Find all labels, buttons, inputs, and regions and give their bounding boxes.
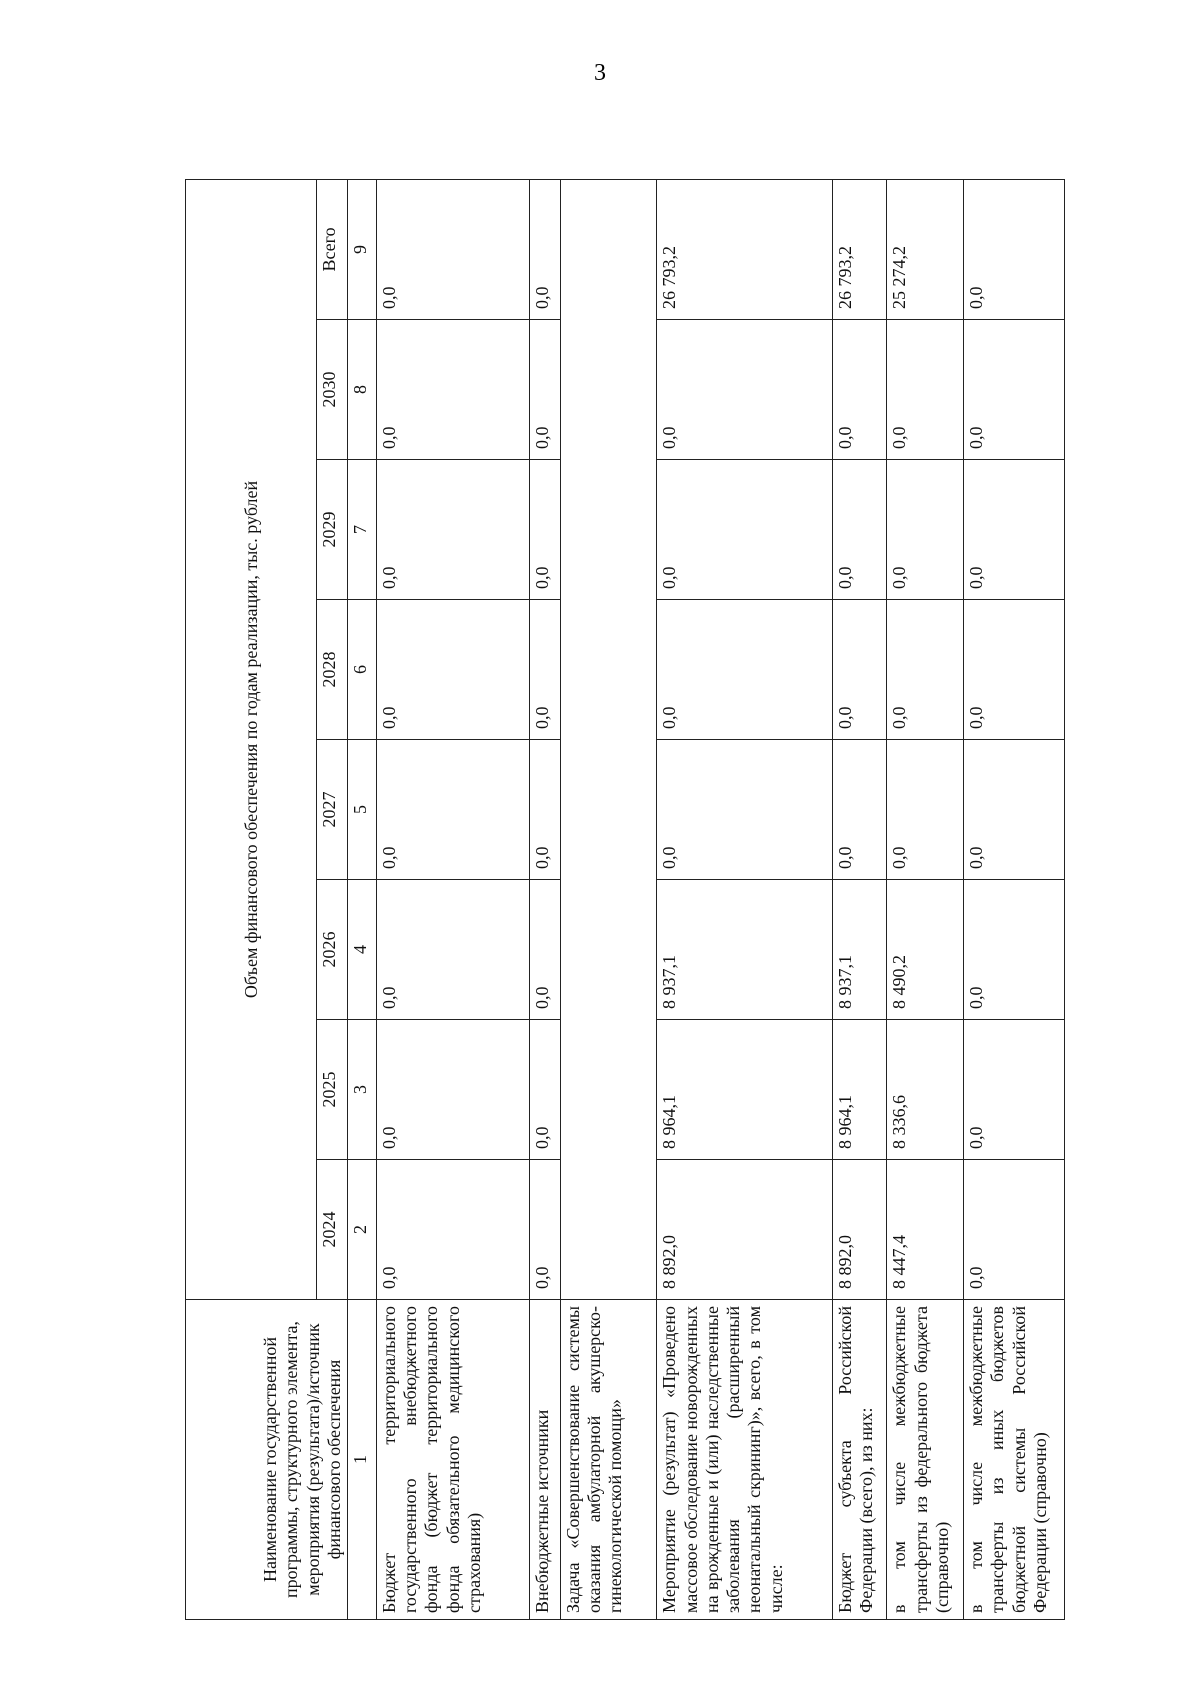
column-number: 4 [348, 880, 377, 1020]
year-header: 2025 [317, 1020, 348, 1160]
page-number: 3 [594, 60, 606, 86]
row-name: Задача «Совершенствование системы оказания амбулаторной акушерско-гинекологической помощи» [560, 1300, 656, 1620]
cell-value: 8 336,6 [887, 1020, 964, 1160]
cell-value: 0,0 [376, 1160, 529, 1300]
cell-value: 0,0 [964, 880, 1065, 1020]
rotated-table-wrapper [185, 180, 1065, 1620]
table-row [530, 179, 561, 1619]
cell-value: 8 937,1 [832, 880, 887, 1020]
column-number: 8 [348, 320, 377, 460]
cell-value: 0,0 [376, 600, 529, 740]
volume-header: Объем финансового обеспечения по годам реализации, тыс. рублей [186, 179, 317, 1299]
cell-value: 0,0 [376, 880, 529, 1020]
year-header: 2029 [317, 460, 348, 600]
cell-value: 8 447,4 [887, 1160, 964, 1300]
cell-value: 8 490,2 [887, 880, 964, 1020]
cell-value: 0,0 [376, 179, 529, 319]
financing-table [185, 179, 1065, 1620]
cell-value: 0,0 [964, 1020, 1065, 1160]
cell-value: 0,0 [530, 1160, 561, 1300]
cell-value: 0,0 [964, 1160, 1065, 1300]
cell-value: 8 892,0 [832, 1160, 887, 1300]
cell-value: 0,0 [964, 460, 1065, 600]
column-number: 9 [348, 179, 377, 319]
table-row [832, 179, 887, 1619]
cell-value: 0,0 [964, 320, 1065, 460]
column-number: 1 [348, 1300, 377, 1620]
cell-value: 0,0 [657, 460, 832, 600]
cell-value: 0,0 [530, 179, 561, 319]
row-name: Бюджет территориального государственного внебюджетного фонда (бюджет территориального фонда обязательного медицинского страхования) [376, 1300, 529, 1620]
column-number: 7 [348, 460, 377, 600]
column-number: 2 [348, 1160, 377, 1300]
cell-value: 25 274,2 [887, 179, 964, 319]
column-number: 3 [348, 1020, 377, 1160]
row-name: Внебюджетные источники [530, 1300, 561, 1620]
cell-value: 0,0 [657, 740, 832, 880]
cell-value: 0,0 [887, 460, 964, 600]
column-number: 6 [348, 600, 377, 740]
header-row-main [186, 179, 317, 1619]
cell-value: 0,0 [832, 740, 887, 880]
column-number: 5 [348, 740, 377, 880]
cell-value: 0,0 [657, 320, 832, 460]
cell-value: 0,0 [832, 460, 887, 600]
year-header: 2028 [317, 600, 348, 740]
year-header: 2024 [317, 1160, 348, 1300]
cell-value: 26 793,2 [657, 179, 832, 319]
cell-value: 0,0 [887, 320, 964, 460]
cell-value: 0,0 [376, 740, 529, 880]
year-header-total: Всего [317, 179, 348, 319]
cell-value: 8 937,1 [657, 880, 832, 1020]
cell-value: 0,0 [832, 320, 887, 460]
cell-value: 0,0 [530, 460, 561, 600]
cell-value: 8 892,0 [657, 1160, 832, 1300]
cell-value: 0,0 [964, 600, 1065, 740]
cell-value: 0,0 [887, 740, 964, 880]
table-row [657, 179, 832, 1619]
header-row-numbers [348, 179, 377, 1619]
year-header: 2030 [317, 320, 348, 460]
cell-value: 0,0 [657, 600, 832, 740]
cell-value: 0,0 [832, 600, 887, 740]
cell-value: 0,0 [376, 460, 529, 600]
cell-value: 0,0 [530, 600, 561, 740]
cell-value: 0,0 [964, 740, 1065, 880]
cell-value: 0,0 [530, 740, 561, 880]
table-row [887, 179, 964, 1619]
cell-value: 0,0 [530, 1020, 561, 1160]
year-header: 2027 [317, 740, 348, 880]
row-name: Мероприятие (результат) «Проведено массовое обследование новорожденных на врожденные и (или) наследственные заболевания (расширенный неонатальный скрининг)», всего, в том числе: [657, 1300, 832, 1620]
cell-value: 8 964,1 [832, 1020, 887, 1160]
year-header: 2026 [317, 880, 348, 1020]
table-row [376, 179, 529, 1619]
cell-value: 0,0 [964, 179, 1065, 319]
cell-value: 0,0 [530, 880, 561, 1020]
table-row [560, 179, 656, 1619]
row-name: в том числе межбюджетные трансферты из иных бюджетов бюджетной системы Российской Федерации (справочно) [964, 1300, 1065, 1620]
row-name: в том числе межбюджетные трансферты из федерального бюджета (справочно) [887, 1300, 964, 1620]
table-row [964, 179, 1065, 1619]
row-name: Бюджет субъекта Российской Федерации (всего), из них: [832, 1300, 887, 1620]
name-column-header: Наименование государственной программы, структурного элемента, мероприятия (результата)/источник финансового обеспечения [186, 1300, 348, 1620]
task-empty-cell [560, 179, 656, 1299]
cell-value: 8 964,1 [657, 1020, 832, 1160]
cell-value: 0,0 [887, 600, 964, 740]
cell-value: 0,0 [530, 320, 561, 460]
cell-value: 0,0 [376, 320, 529, 460]
cell-value: 0,0 [376, 1020, 529, 1160]
cell-value: 26 793,2 [832, 179, 887, 319]
